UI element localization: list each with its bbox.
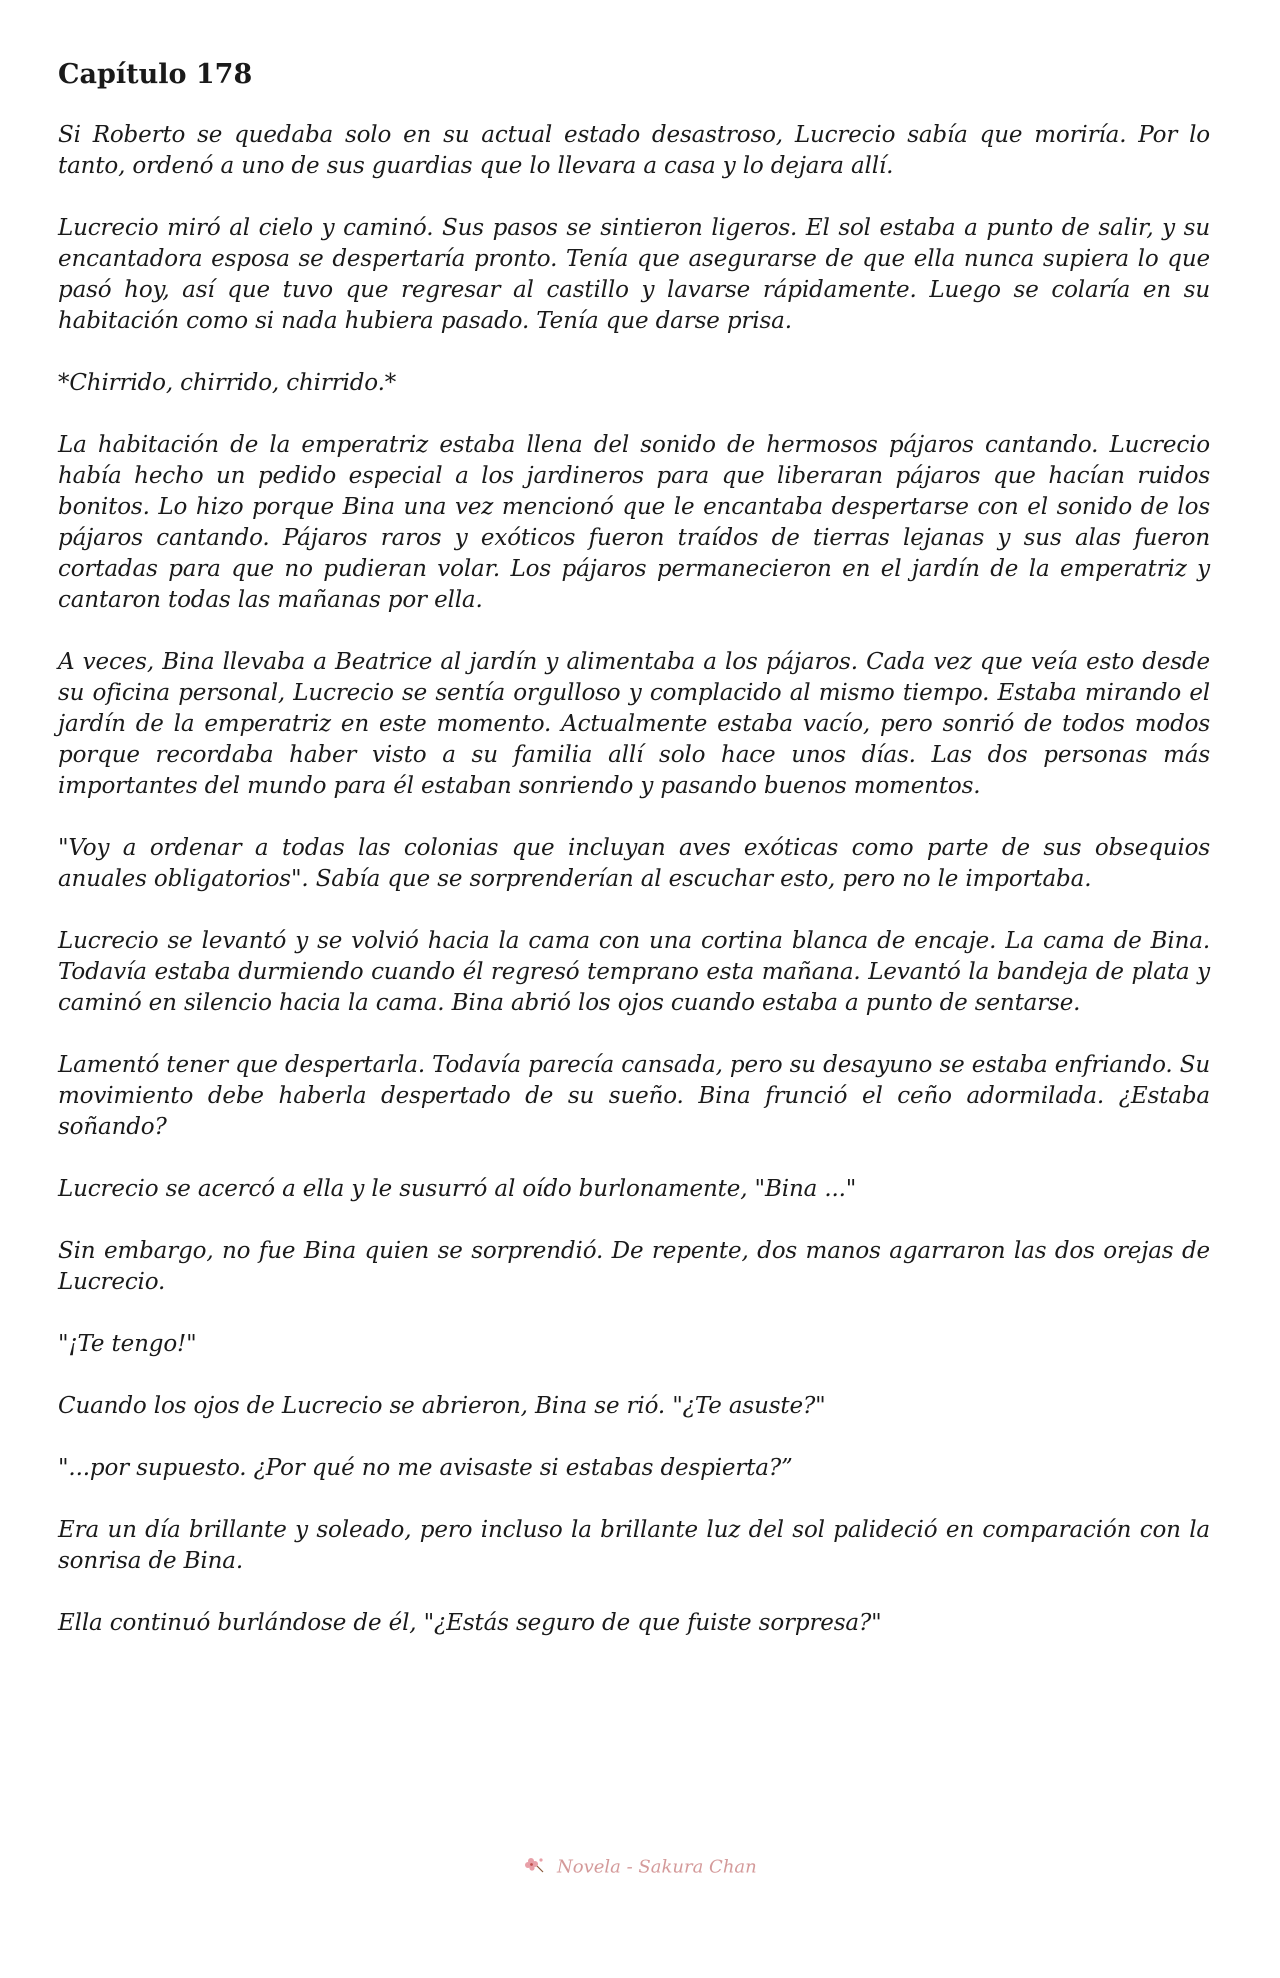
- paragraph: Cuando los ojos de Lucrecio se abrieron, Bina se rió. "¿Te asuste?": [58, 1393, 826, 1419]
- paragraph: "Voy a ordenar a todas las colonias que incluyan aves exóticas como parte de sus obsequios anuales obligatorios". Sabía que se sorprenderían al escuchar esto, pero no le importaba.: [58, 835, 1210, 892]
- watermark: [0, 1856, 1280, 1879]
- paragraph: Lucrecio se levantó y se volvió hacia la cama con una cortina blanca de encaje. La cama de Bina. Todavía estaba durmiendo cuando él regresó temprano esta mañana. Levantó la bandeja de plata y caminó en silencio hacia la cama. Bina abrió los ojos cuando estaba a punto de sentarse.: [58, 928, 1210, 1016]
- paragraph: Lamentó tener que despertarla. Todavía parecía cansada, pero su desayuno se estaba enfriando. Su movimiento debe haberla despertado de su sueño. Bina frunció el ceño adormilada. ¿Estaba soñando?: [58, 1052, 1210, 1140]
- paragraph: La habitación de la emperatriz estaba llena del sonido de hermosos pájaros cantando. Lucrecio había hecho un pedido especial a los jardineros para que liberaran pájaros que hacían ruidos bonitos. Lo hizo porque Bina una vez mencionó que le encantaba despertarse con el sonido de los pájaros cantando. Pájaros raros y exóticos fueron traídos de tierras lejanas y sus alas fueron cortadas para que no pudieran volar. Los pájaros permanecieron en el jardín de la emperatriz y cantaron todas las mañanas por ella.: [58, 432, 1210, 613]
- chapter-title: Capítulo 178: [58, 59, 253, 90]
- paragraph: A veces, Bina llevaba a Beatrice al jardín y alimentaba a los pájaros. Cada vez que veía esto desde su oficina personal, Lucrecio se sentía orgulloso y complacido al mismo tiempo. Estaba mirando el jardín de la emperatriz en este momento. Actualmente estaba vacío, pero sonrió de todos modos porque recordaba haber visto a su familia allí solo hace unos días. Las dos personas más importantes del mundo para él estaban sonriendo y pasando buenos momentos.: [58, 649, 1210, 799]
- chapter-page: [58, 58, 1210, 1670]
- paragraph: Sin embargo, no fue Bina quien se sorprendió. De repente, dos manos agarraron las dos orejas de Lucrecio.: [58, 1238, 1210, 1295]
- paragraph: *Chirrido, chirrido, chirrido.*: [58, 370, 397, 396]
- paragraph: "¡Te tengo!": [58, 1331, 197, 1357]
- paragraph: Ella continuó burlándose de él, "¿Estás seguro de que fuiste sorpresa?": [58, 1610, 882, 1636]
- watermark-text: Novela - Sakura Chan: [557, 1856, 757, 1878]
- paragraph: Lucrecio se acercó a ella y le susurró al oído burlonamente, "Bina ...": [58, 1176, 857, 1202]
- paragraph: Lucrecio miró al cielo y caminó. Sus pasos se sintieron ligeros. El sol estaba a punto de salir, y su encantadora esposa se despertaría pronto. Tenía que asegurarse de que ella nunca supiera lo que pasó hoy, así que tuvo que regresar al castillo y lavarse rápidamente. Luego se colaría en su habitación como si nada hubiera pasado. Tenía que darse prisa.: [58, 215, 1210, 334]
- paragraph: "...por supuesto. ¿Por qué no me avisaste si estabas despierta?”: [58, 1455, 793, 1481]
- paragraph: Era un día brillante y soleado, pero incluso la brillante luz del sol palideció en comparación con la sonrisa de Bina.: [58, 1517, 1210, 1574]
- paragraph: Si Roberto se quedaba solo en su actual estado desastroso, Lucrecio sabía que moriría. Por lo tanto, ordenó a uno de sus guardias que lo llevara a casa y lo dejara allí.: [58, 122, 1210, 179]
- sakura-flower-icon: [523, 1856, 545, 1879]
